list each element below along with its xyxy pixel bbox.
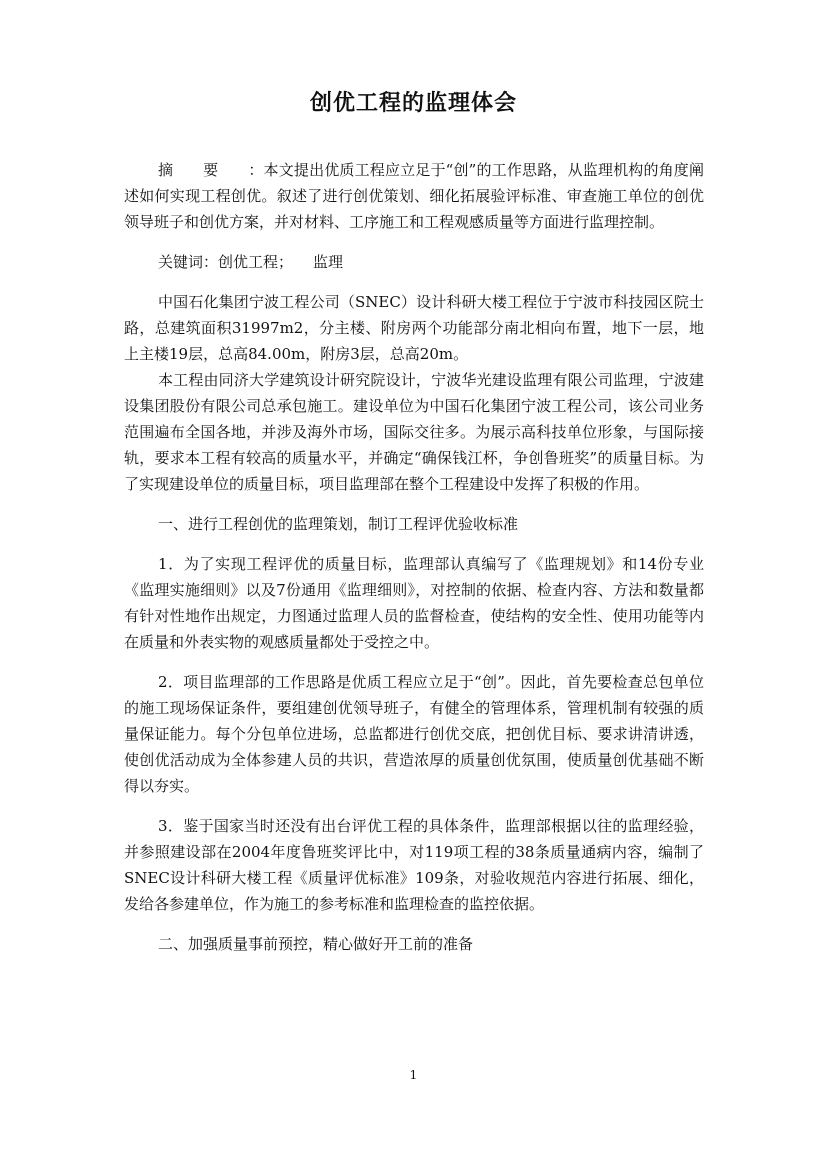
keywords-label: 关键词：创优工程；: [158, 253, 294, 271]
page-number: 1: [409, 1068, 418, 1082]
item-paragraph-2: 2．项目监理部的工作思路是优质工程应立足于“创”。因此，首先要检查总包单位的施工现场保证条件，要组建创优领导班子，有健全的管理体系，管理机制有较强的质量保证能力。每个分包单位进场，总监都进行创优交底，把创优目标、要求讲清讲透，使创优活动成为全体参建人员的共识，营造浓厚的质量创优氛围，使质量创优基础不断得以夯实。: [124, 673, 704, 795]
keywords-paragraph: [124, 249, 704, 275]
abstract-label: 摘要: [158, 161, 249, 179]
abstract-paragraph: [124, 157, 704, 235]
keywords-value: 监理: [313, 253, 344, 271]
section-heading-2: 二、加强质量事前预控，精心做好开工前的准备: [158, 935, 474, 953]
item-paragraph-3: 3．鉴于国家当时还没有出台评优工程的具体条件，监理部根据以往的监理经验，并参照建设部在2004年度鲁班奖评比中，对119项工程的38条质量通病内容，编制了SNEC设计科研大楼工程《质量评优标准》109条，对验收规范内容进行拓展、细化，发给各参建单位，作为施工的参考标准和监理检查的监控依据。: [124, 817, 704, 913]
document-title: 创优工程的监理体会: [309, 91, 517, 116]
section-heading-1: 一、进行工程创优的监理策划，制订工程评优验收标准: [158, 515, 519, 533]
item-paragraph-1: 1．为了实现工程评优的质量目标，监理部认真编写了《监理规划》和14份专业《监理实施细则》以及7份通用《监理细则》，对控制的依据、检查内容、方法和数量都有针对性地作出规定，力图通过监理人员的监督检查，使结构的安全性、使用功能等内在质量和外表实物的观感质量都处于受控之中。: [124, 555, 704, 651]
document-body: [124, 157, 704, 957]
abstract-text: ：本文提出优质工程应立足于“创”的工作思路，从监理机构的角度阐述如何实现工程创优。叙述了进行创优策划、细化拓展验评标准、审查施工单位的创优领导班子和创优方案，并对材料、工序施工和工程观感质量等方面进行监理控制。: [124, 161, 704, 231]
intro-paragraph: 中国石化集团宁波工程公司（SNEC）设计科研大楼工程位于宁波市科技园区院士路，总建筑面积31997m2，分主楼、附房两个功能部分南北相向布置，地下一层，地上主楼19层，总高84.00m，附房3层，总高20m。: [124, 293, 704, 363]
project-paragraph: 本工程由同济大学建筑设计研究院设计，宁波华光建设监理有限公司监理，宁波建设集团股份有限公司总承包施工。建设单位为中国石化集团宁波工程公司，该公司业务范围遍布全国各地，并涉及海外市场，国际交往多。为展示高科技单位形象，与国际接轨，要求本工程有较高的质量水平，并确定“确保钱江杯，争创鲁班奖”的质量目标。为了实现建设单位的质量目标，项目监理部在整个工程建设中发挥了积极的作用。: [124, 371, 704, 493]
